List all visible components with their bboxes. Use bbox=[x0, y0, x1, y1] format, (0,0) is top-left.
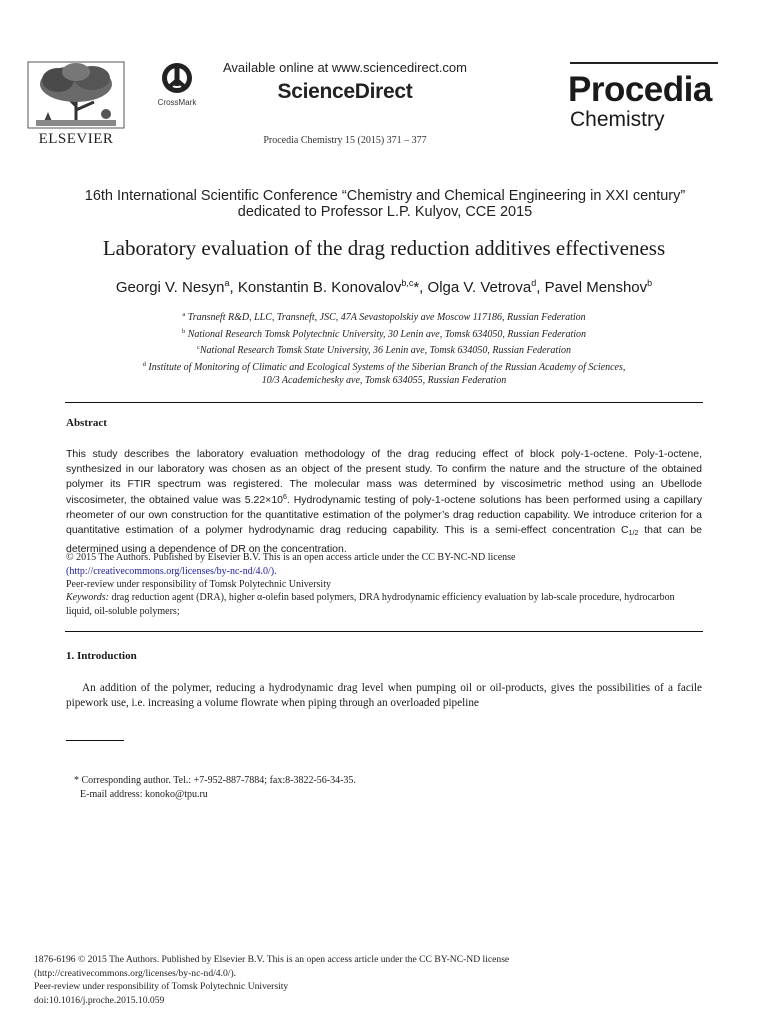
affiliation-item bbox=[60, 325, 708, 342]
affiliation-list bbox=[60, 308, 708, 388]
affiliation-mark: a bbox=[182, 311, 186, 318]
corresponding-author-line: * Corresponding author. Tel.: +7-952-887-7884; fax:8-3822-56-34-35. bbox=[74, 775, 356, 786]
author-separator: , bbox=[536, 279, 545, 296]
license-block bbox=[66, 551, 702, 592]
affiliation-text: National Research Tomsk State University, 36 Lenin ave, Tomsk 634050, Russian Federation bbox=[199, 345, 571, 356]
keywords-text: drag reduction agent (DRA), higher α-olefin based polymers, DRA hydrodynamic efficiency evaluation by lab-scale procedure, hydrocarbon liquid, oil-soluble polymers; bbox=[66, 592, 675, 617]
conference-line-2: dedicated to Professor L.P. Kulyov, CCE 2015 bbox=[237, 204, 533, 220]
bottom-publication-info bbox=[34, 953, 509, 1007]
affiliation-mark: d bbox=[142, 360, 146, 368]
affiliation-item bbox=[60, 341, 708, 358]
peer-review-line: Peer-review under responsibility of Tomsk Polytechnic University bbox=[66, 579, 331, 590]
conference-line-1: 16th International Scientific Conference “Chemistry and Chemical Engineering in XXI century” bbox=[84, 188, 686, 204]
author-name: Konstantin B. Konovalov bbox=[237, 279, 402, 296]
journal-logo-rule bbox=[570, 62, 718, 64]
abstract-heading: Abstract bbox=[66, 417, 107, 429]
author-name: Pavel Menshov bbox=[544, 279, 648, 296]
affiliation-item bbox=[60, 308, 708, 325]
affiliation-text: Institute of Monitoring of Climatic and Ecological Systems of the Siberian Branch of the Russian Academy of Sciences, bbox=[148, 361, 626, 373]
available-online-text: Available online at www.sciencedirect.com bbox=[223, 60, 467, 75]
author-separator: *, bbox=[413, 279, 428, 296]
affiliation-mark: c bbox=[197, 344, 200, 351]
author-list bbox=[30, 278, 738, 296]
corresponding-author-footnote bbox=[74, 774, 356, 802]
affiliation-text: Transneft R&D, LLC, Transneft, JSC, 47A Sevastopolskiy ave Moscow 117186, Russian Federation bbox=[187, 312, 586, 323]
journal-logo-name: Procedia bbox=[568, 70, 712, 109]
author-name: Olga V. Vetrova bbox=[427, 279, 532, 296]
peer-review-footer-line: Peer-review under responsibility of Tomsk Polytechnic University bbox=[34, 981, 289, 992]
author-name: Georgi V. Nesyn bbox=[115, 279, 225, 296]
keywords-label: Keywords: bbox=[66, 592, 109, 603]
section-heading-introduction: 1. Introduction bbox=[66, 650, 137, 662]
footnote-rule bbox=[66, 740, 124, 741]
doi-line[interactable]: doi:10.1016/j.proche.2015.10.059 bbox=[34, 994, 165, 1006]
abstract-bottom-rule bbox=[65, 631, 703, 632]
email-line: E-mail address: konoko@tpu.ru bbox=[80, 789, 208, 800]
crossmark-label: CrossMark bbox=[157, 98, 197, 107]
license-line: © 2015 The Authors. Published by Elsevier B.V. This is an open access article under the CC BY-NC-ND license bbox=[66, 552, 516, 563]
publisher-name: ELSEVIER bbox=[38, 131, 114, 147]
author-affiliation-mark: d bbox=[531, 278, 537, 288]
author-affiliation-mark: b bbox=[647, 278, 653, 288]
abstract-subscript: 1/2 bbox=[628, 529, 639, 537]
journal-citation: Procedia Chemistry 15 (2015) 371 – 377 bbox=[263, 135, 427, 146]
abstract-top-rule bbox=[65, 402, 703, 403]
sciencedirect-logo[interactable]: ScienceDirect bbox=[277, 80, 413, 103]
license-link[interactable]: (http://creativecommons.org/licenses/by-nc-nd/4.0/). bbox=[66, 565, 277, 577]
abstract-body bbox=[66, 447, 702, 557]
abstract-text: that can be determined using a dependence of DR on the concentration. bbox=[66, 523, 703, 555]
paper-title: Laboratory evaluation of the drag reduction additives effectiveness bbox=[102, 236, 666, 260]
author-affiliation-mark: a bbox=[224, 278, 230, 288]
keywords-block bbox=[66, 591, 702, 618]
introduction-paragraph: An addition of the polymer, reducing a hydrodynamic drag level when pumping oil or oil-products, gives the possibilities of a facile pipework use, i.e. increasing a volume flowrate when piping through an overloaded pipeline bbox=[66, 682, 702, 709]
issn-license-line: 1876-6196 © 2015 The Authors. Published by Elsevier B.V. This is an open access article under the CC BY-NC-ND license bbox=[34, 954, 510, 965]
abstract-text: This study describes the laboratory evaluation methodology of the drag reducing effect of block poly-1-octene. Poly-1-octene, synthesized in our laboratory was chosen as an object of the present study. To confirm the nature and the structure of the obtained polymer its FTIR spectrum was registered. The molecular mass was determined by viscosimetric method using an Ubellode viscosimeter, the obtained value was 5.22×10 bbox=[66, 448, 702, 507]
affiliation-item bbox=[60, 374, 708, 388]
conference-info bbox=[40, 188, 730, 220]
affiliation-item bbox=[60, 358, 708, 375]
author-affiliation-mark: b,c bbox=[401, 278, 414, 288]
abstract-text: . Hydrodynamic testing of poly-1-octene solutions has been performed using a capillary rheometer of our own construction for the quantitative estimation of the polymer’s drag reduction capability. We introduce criterion for a quantitative estimation of a polymer hydrodynamic drag reducing capability. This is a semi-effect concentration C bbox=[66, 494, 702, 536]
license-url-line[interactable]: (http://creativecommons.org/licenses/by-nc-nd/4.0/). bbox=[34, 967, 237, 979]
author-separator: , bbox=[229, 279, 238, 296]
affiliation-mark: b bbox=[181, 327, 186, 335]
journal-logo-subtitle: Chemistry bbox=[570, 108, 665, 131]
affiliation-text: 10/3 Academichesky ave, Tomsk 634055, Russian Federation bbox=[261, 375, 507, 386]
abstract-exponent: 6 bbox=[283, 494, 287, 502]
affiliation-text: National Research Tomsk Polytechnic University, 30 Lenin ave, Tomsk 634050, Russian Federation bbox=[187, 328, 587, 340]
